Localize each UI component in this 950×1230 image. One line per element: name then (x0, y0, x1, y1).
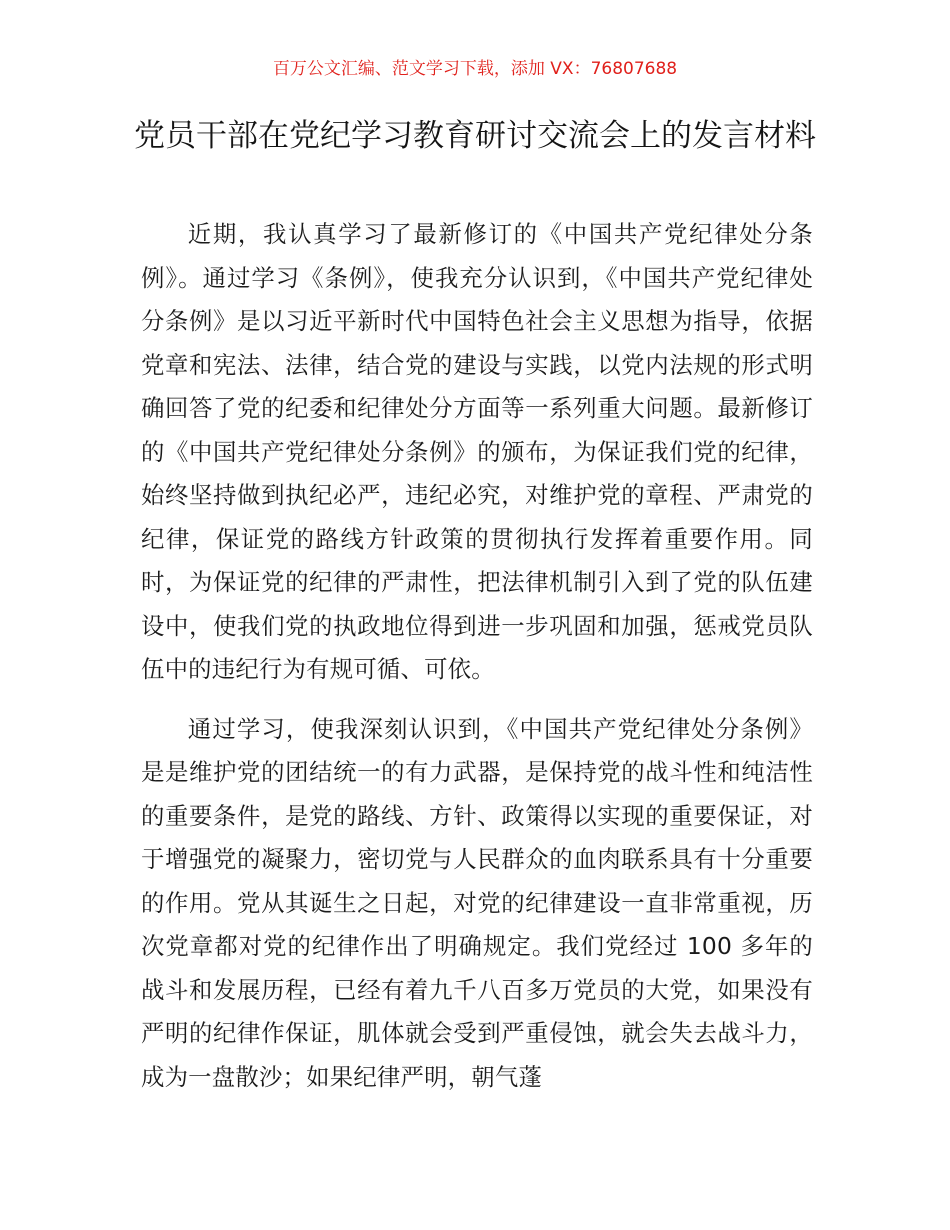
paragraph-1: 近期，我认真学习了最新修订的《中国共产党纪律处分条例》。通过学习《条例》，使我充分认识到，《中国共产党纪律处分条例》是以习近平新时代中国特色社会主义思想为指导，依据党章和宪法、法律，结合党的建设与实践，以党内法规的形式明确回答了党的纪委和纪律处分方面等一系列重大问题。最新修订的《中国共产党纪律处分条例》的颁布，为保证我们党的纪律，始终坚持做到执纪必严，违纪必究，对维护党的章程、严肃党的纪律，保证党的路线方针政策的贯彻执行发挥着重要作用。同时，为保证党的纪律的严肃性，把法律机制引入到了党的队伍建设中，使我们党的执政地位得到进一步巩固和加强，惩戒党员队伍中的违纪行为有规可循、可依。 (141, 220, 813, 683)
header-note: 百万公文汇编、范文学习下载，添加 VX：76807688 (272, 59, 678, 79)
document-title: 党员干部在党纪学习教育研讨交流会上的发言材料 (134, 118, 816, 154)
document-body (141, 213, 813, 1115)
paragraph-2: 通过学习，使我深刻认识到，《中国共产党纪律处分条例》是是维护党的团结统一的有力武器，是保持党的战斗性和纯洁性的重要条件，是党的路线、方针、政策得以实现的重要保证，对于增强党的凝聚力，密切党与人民群众的血肉联系具有十分重要的作用。党从其诞生之日起，对党的纪律建设一直非常重视，历次党章都对党的纪律作出了明确规定。我们党经过 100 多年的战斗和发展历程，已经有着九千八百多万党员的大党，如果没有严明的纪律作保证，肌体就会受到严重侵蚀，就会失去战斗力，成为一盘散沙；如果纪律严明，朝气蓬 (141, 714, 813, 1091)
